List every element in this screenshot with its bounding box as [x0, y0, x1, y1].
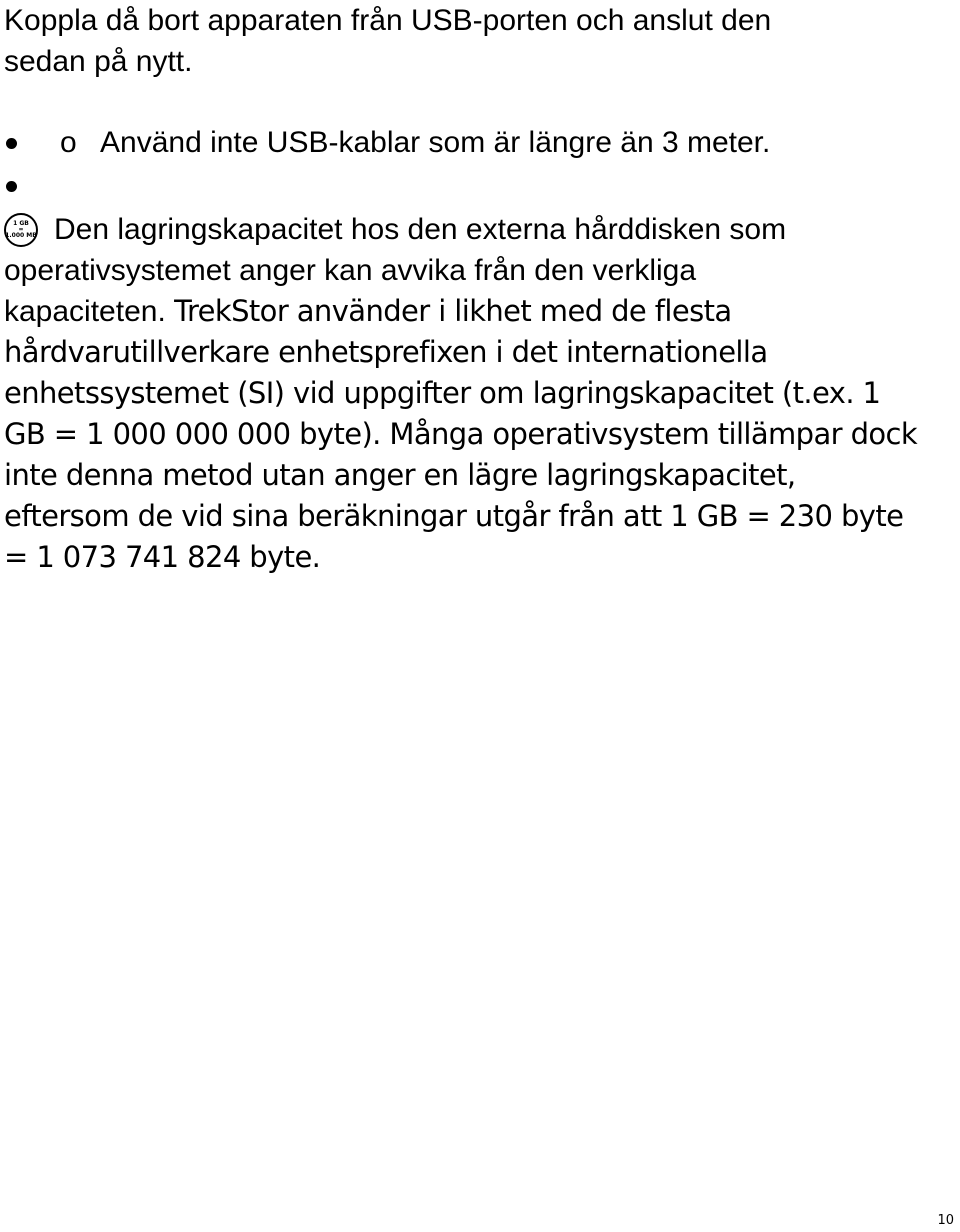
bullet-dot-icon [6, 138, 17, 149]
info-line: GB = 1 000 000 000 byte). Många operativsystem tillämpar dock [4, 417, 918, 451]
info-line: eftersom de vid sina beräkningar utgår från att 1 GB = 230 byte [4, 499, 904, 533]
gb-icon-label-bottom: 1.000 MB [5, 232, 37, 239]
intro-line-2: sedan på nytt. [4, 45, 193, 78]
capacity-info-paragraph [4, 209, 959, 578]
info-line: hårdvarutillverkare enhetsprefixen i det internationella [4, 335, 768, 369]
info-line: = 1 073 741 824 byte. [4, 540, 321, 574]
info-line-mixed [4, 291, 959, 332]
info-line: inte denna metod utan anger en lägre lagringskapacitet, [4, 458, 796, 492]
intro-paragraph [4, 0, 959, 82]
info-line: Den lagringskapacitet hos den externa hårddisken som [54, 213, 787, 246]
info-text: TrekStor använder i likhet med de flesta [174, 294, 732, 328]
intro-line-1: Koppla då bort apparaten från USB-porten och anslut den [4, 4, 772, 37]
page-number: 10 [937, 1213, 954, 1228]
bullet-text: Använd inte USB-kablar som är längre än 3 meter. [100, 126, 771, 159]
bullet-dot-icon [6, 181, 17, 192]
info-line: enhetssystemet (SI) vid uppgifter om lagringskapacitet (t.ex. 1 [4, 376, 881, 410]
info-text: kapaciteten. [4, 295, 175, 328]
gb-icon-label-top: 1 GB [13, 220, 29, 227]
info-line: operativsystemet anger kan avvika från den verkliga [4, 254, 697, 287]
sub-bullet-marker: o [60, 126, 77, 159]
gb-icon-label-equals: = [18, 226, 24, 233]
